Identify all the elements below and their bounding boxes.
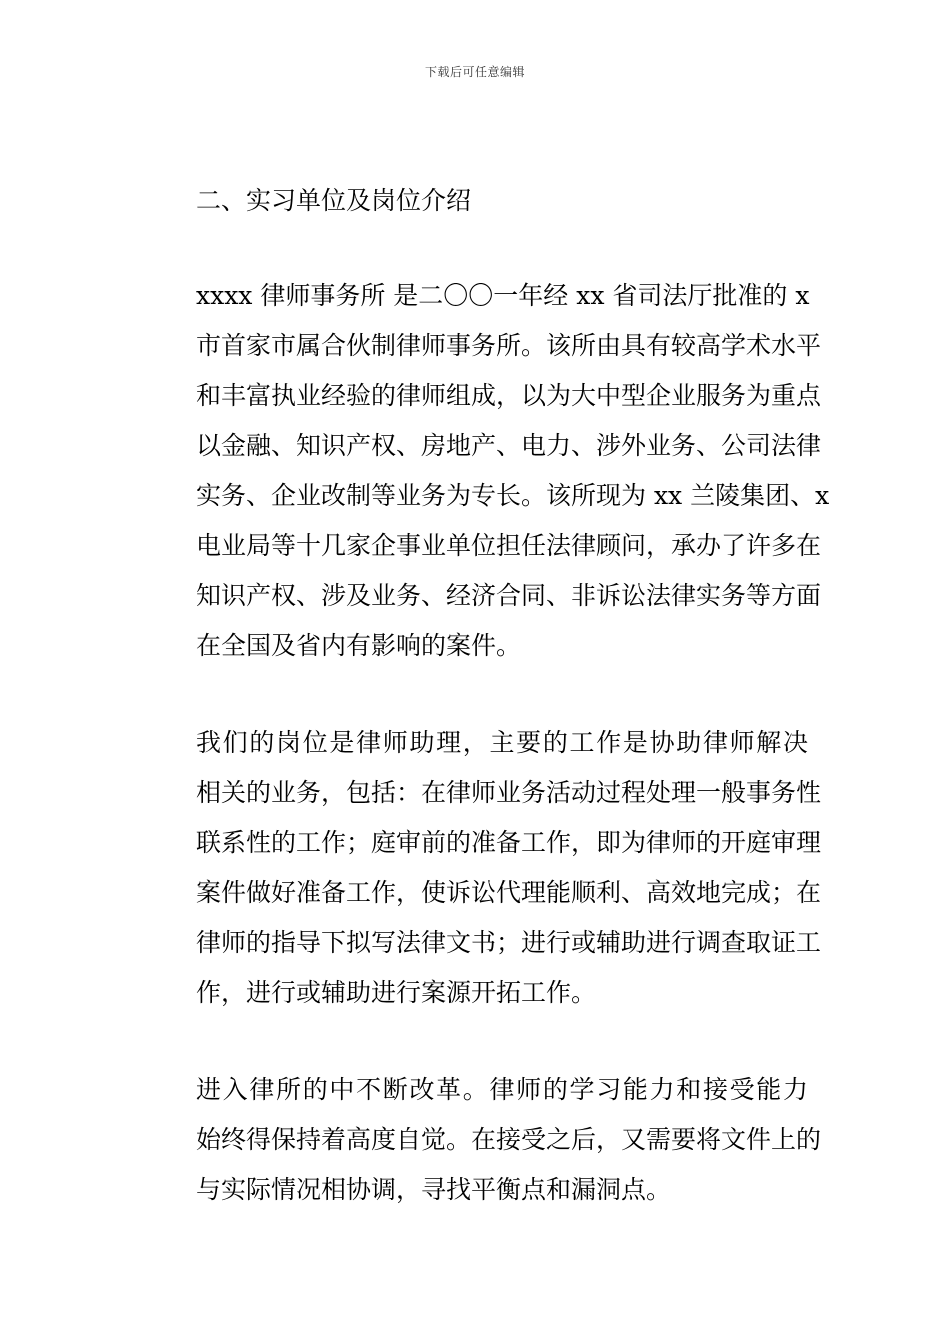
paragraph-learning — [146, 1065, 822, 1215]
section-heading: 二、实习单位及岗位介绍 — [196, 186, 472, 215]
text-line: 电业局等十几家企事业单位担任法律顾问，承办了许多在 — [196, 531, 822, 560]
text-line: 相关的业务，包括：在律师业务活动过程处理一般事务性 — [196, 778, 822, 807]
paragraph-position-duties — [146, 718, 822, 1018]
text-line: 联系性的工作；庭审前的准备工作，即为律师的开庭审理 — [196, 828, 822, 857]
text-line: 实务、企业改制等业务为专长。该所现为 xx 兰陵集团、x — [196, 481, 830, 510]
text-line: 进入律所的中不断改革。律师的学习能力和接受能力 — [196, 1075, 808, 1104]
text-line: 和丰富执业经验的律师组成，以为大中型企业服务为重点 — [196, 381, 822, 410]
text-line: 在全国及省内有影响的案件。 — [196, 631, 522, 660]
paragraph-firm-intro — [146, 271, 830, 671]
text-line: 我们的岗位是律师助理，主要的工作是协助律师解决 — [196, 728, 808, 757]
text-line: 与实际情况相协调，寻找平衡点和漏洞点。 — [196, 1175, 672, 1204]
text-line: xxxx 律师事务所 是二〇〇一年经 xx 省司法厅批准的 x — [196, 281, 810, 310]
page-header: 下载后可任意编辑 — [424, 65, 525, 79]
text-line: 始终得保持着高度自觉。在接受之后，又需要将文件上的 — [196, 1125, 822, 1154]
text-line: 作，进行或辅助进行案源开拓工作。 — [196, 978, 597, 1007]
text-line: 以金融、知识产权、房地产、电力、涉外业务、公司法律 — [196, 431, 822, 460]
document-body — [146, 176, 830, 1215]
text-line: 律师的指导下拟写法律文书；进行或辅助进行调查取证工 — [196, 928, 822, 957]
text-line: 知识产权、涉及业务、经济合同、非诉讼法律实务等方面 — [196, 581, 822, 610]
text-line: 市首家市属合伙制律师事务所。该所由具有较高学术水平 — [196, 331, 822, 360]
text-line: 案件做好准备工作，使诉讼代理能顺利、高效地完成；在 — [196, 878, 822, 907]
